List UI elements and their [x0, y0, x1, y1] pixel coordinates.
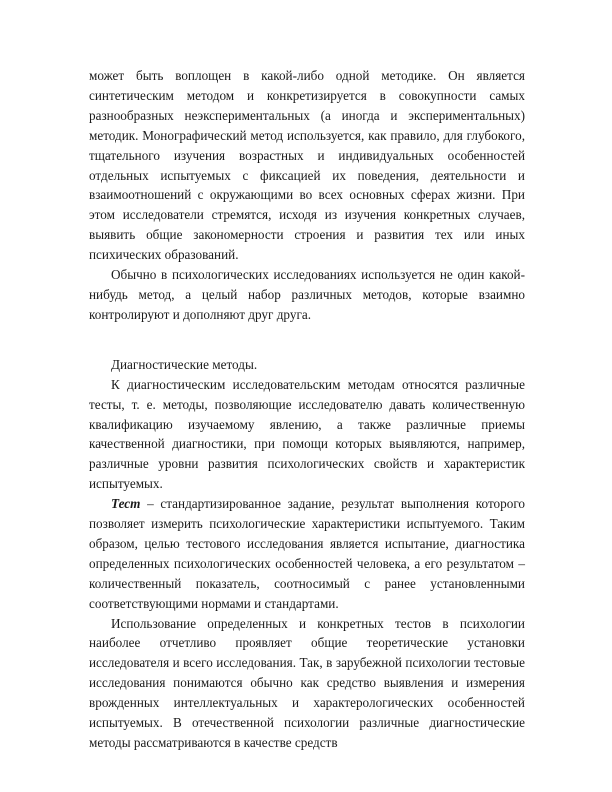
paragraph-continuation: может быть воплощен в какой-либо одной методике. Он является синтетическим методом и конкретизируется в совокупности самых разнообразных неэкспериментальных (а иногда и экспериментальных) методик. Монографический метод используется, как правило, для глубокого, тщательного изучения возрастных и индивидуальных особенностей отдельных испытуемых с фиксацией их поведения, деятельности и взаимоотношений с окружающими во всех основных сферах жизни. При этом исследователи стремятся, исходя из изучения конкретных случаев, выявить общие закономерности строения и развития тех или иных психических образований. [89, 68, 525, 263]
paragraph-diagnostic-methods: К диагностическим исследовательским методам относятся различные тесты, т. е. методы, позволяющие исследователю давать количественную квалификацию изучаемому явлению, а также различные приемы качественной диагностики, при помощи которых выявляются, например, различные уровни развития психологических свойств и характеристик испытуемых. [89, 376, 525, 492]
term-test: Тест [111, 496, 141, 512]
paragraph-test-definition [89, 494, 525, 613]
section-heading: Диагностические методы. [111, 356, 258, 372]
test-definition-text: – стандартизированное задание, результат выполнения которого позволяет измерить психологические характеристики испытуемого. Таким образом, целью тестового исследования является испытание, диагностика определенных психологических особенностей человека, а его результатом – количественный показатель, соотносимый с ранее установленными соответствующими нормами и стандартами. [89, 496, 525, 611]
paragraph-gap [89, 325, 525, 355]
paragraph-test-usage: Использование определенных и конкретных тестов в психологии наиболее отчетливо проявляет общие теоретические установки исследователя и всего исследования. Так, в зарубежной психологии тестовые исследования понимаются обычно как средство выявления и измерения врожденных интеллектуальных и характерологических особенностей испытуемых. В отечественной психологии различные диагностические методы рассматриваются в качестве средств [89, 615, 525, 750]
document-body [89, 66, 525, 753]
paragraph-methods-set: Обычно в психологических исследованиях используется не один какой-нибудь метод, а целый набор различных методов, которые взаимно контролируют и дополняют друг друга. [89, 267, 525, 322]
